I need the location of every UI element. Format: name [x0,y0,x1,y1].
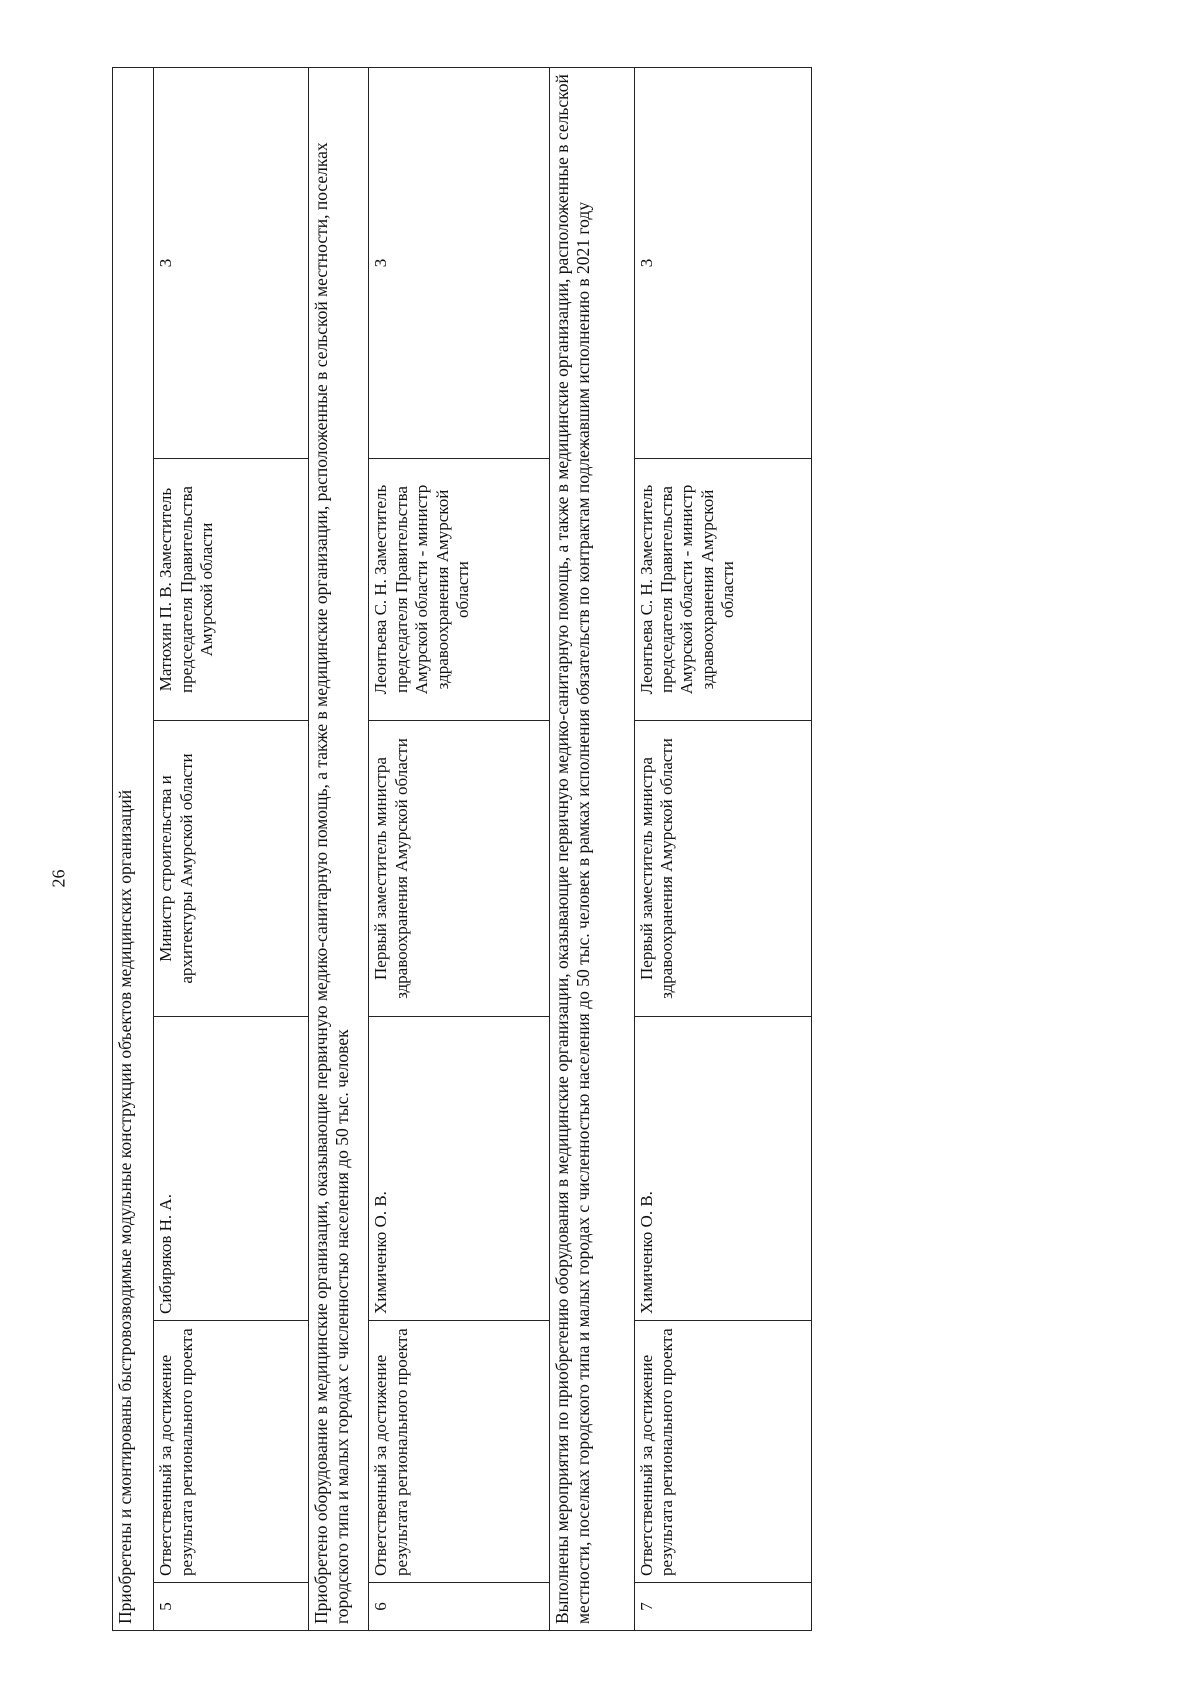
value-cell: 3 [369,67,550,458]
value-cell: 3 [154,67,309,458]
role-cell: Ответственный за достижение результата регионального проекта [154,1320,309,1582]
table-row [634,67,812,1630]
responsibility-table [112,66,812,1630]
table-row [369,67,550,1630]
section-title: Выполнены мероприятия по приобретению оборудования в медицинские организации, оказывающие первичную медико-санитарную помощь, а также в медицинские организации, расположенные в сельской местности, поселках городского типа и малых городах с численностью населения до 50 тыс. человек в рамках исполнения обязательств по контрактам подлежавшим исполнению в 2021 году [550,67,634,1630]
section-header-row [113,67,154,1630]
section-title: Приобретены и смонтированы быстровозводимые модульные конструкции объектов медицинских организаций [113,67,154,1630]
row-number: 5 [154,1582,309,1630]
position-cell: Первый заместитель министра здравоохранения Амурской области [634,720,812,1016]
section-header-row [308,67,369,1630]
person-cell: Сибиряков Н. А. [154,1016,309,1320]
role-cell: Ответственный за достижение результата регионального проекта [634,1320,812,1582]
table-row [154,67,309,1630]
role-cell: Ответственный за достижение результата регионального проекта [369,1320,550,1582]
row-number: 7 [634,1582,812,1630]
person-cell: Химиченко О. В. [369,1016,550,1320]
row-number: 6 [369,1582,550,1630]
section-title: Приобретено оборудование в медицинские организации, оказывающие первичную медико-санитарную помощь, а также в медицинские организации, расположенные в сельской местности, поселках городского типа и малых городах с численностью населения до 50 тыс. человек [308,67,369,1630]
supervisor-cell: Матюхин П. В. Заместитель председателя Правительства Амурской области [154,458,309,720]
position-cell: Первый заместитель министра здравоохранения Амурской области [369,720,550,1016]
page-number: 26 [48,869,69,888]
supervisor-cell: Леонтьева С. Н. Заместитель председателя Правительства Амурской области - министр здравоохранения Амурской области [369,458,550,720]
position-cell: Министр строительства и архитектуры Амурской области [154,720,309,1016]
person-cell: Химиченко О. В. [634,1016,812,1320]
section-header-row [550,67,634,1630]
supervisor-cell: Леонтьева С. Н. Заместитель председателя Правительства Амурской области - министр здравоохранения Амурской области [634,458,812,720]
value-cell: 3 [634,67,812,458]
rotated-table-wrapper [112,67,812,1630]
